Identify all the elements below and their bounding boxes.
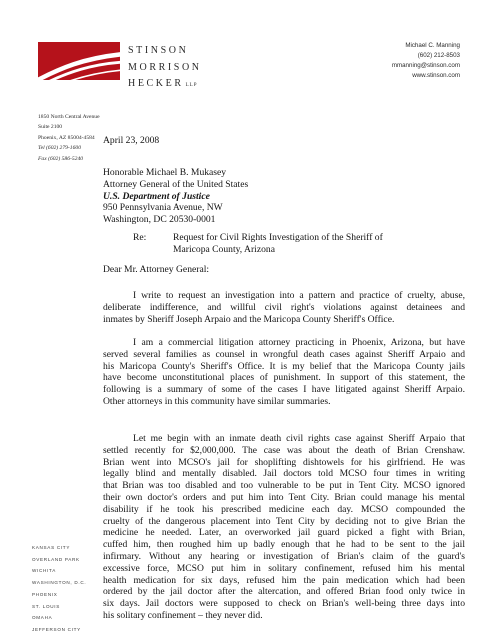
paragraph-line: ordered by the jail doctor after the altercation, and offered Brian food only twice in <box>103 586 465 598</box>
paragraph-line: served several families as counsel in wrongful death cases against Sheriff Arpaio and <box>103 348 465 360</box>
paragraph-line: disability if he took his prescribed medicine each day. MCSO compounded the <box>103 503 465 515</box>
paragraph-line: cuffed him, then roughed him up badly enough that he had to be sent to the jail <box>103 539 465 551</box>
paragraph-line: I write to request an investigation into a pattern and practice of cruelty, abuse, <box>133 290 465 301</box>
attorney-email: mmanning@stinson.com <box>391 62 460 69</box>
office-item: WASHINGTON, D.C. <box>32 580 87 586</box>
firm-name-line-1: STINSON <box>128 45 189 56</box>
subject-line-2: Maricopa County, Arizona <box>173 243 275 255</box>
subject-text <box>173 232 463 256</box>
firm-name-line-3: HECKER LLP <box>128 78 198 89</box>
firm-address <box>38 112 100 164</box>
recipient-title: Attorney General of the United States <box>103 178 249 190</box>
subject-label: Re: <box>133 232 147 243</box>
office-item: ST. LOUIS <box>32 603 60 609</box>
address-city: Phoenix, AZ 85004-4584 <box>38 134 95 141</box>
paragraph-line: six days. Jail doctors were supposed to check on Brian's well-being three days into <box>103 598 465 610</box>
paragraph-line: that Brian was too disabled and too vulnerable to be put in Tent City. MCSO ignored <box>103 480 465 492</box>
recipient-street: 950 Pennsylvania Avenue, NW <box>103 202 223 214</box>
office-item: PHOENIX <box>32 591 58 597</box>
paragraph-line: have become unconstitutional places of punishment. In support of this statement, the <box>103 372 465 384</box>
firm-name-line-2: MORRISON <box>128 62 202 73</box>
recipient-block <box>103 167 465 226</box>
paragraph-1 <box>103 290 465 325</box>
paragraph-line: his solitary confinement – they never did. <box>103 609 263 621</box>
office-item: OVERLAND PARK <box>32 556 80 562</box>
address-fax: Fax (602) 586-5240 <box>38 155 84 162</box>
attorney-contact <box>320 41 460 81</box>
attorney-name: Michael C. Manning <box>405 42 460 49</box>
office-item: OMAHA <box>32 615 53 621</box>
office-item: KANSAS CITY <box>32 545 71 550</box>
paragraph-line: Other attorneys in this community have similar summaries. <box>103 395 331 407</box>
recipient-city: Washington, DC 20530-0001 <box>103 214 216 226</box>
office-item: WICHITA <box>32 568 56 574</box>
paragraph-line: Brian went into MCSO's jail for shoplifting dishtowels for his girlfriend. He was <box>103 456 465 468</box>
office-item: JEFFERSON CITY <box>32 626 81 632</box>
paragraph-2 <box>103 337 465 408</box>
paragraph-line: deliberate indifference, and willful civil right's violations against detainees and <box>103 301 465 313</box>
firm-llp: LLP <box>185 83 198 88</box>
paragraph-line: his Maricopa County's Sheriff's Office. It is my belief that the Maricopa County jails <box>103 360 465 372</box>
paragraph-line: health medication for six days, refused him the pain medication which had been <box>103 574 465 586</box>
firm-website: www.stinson.com <box>412 72 460 79</box>
paragraph-line: legally blind and mentally disabled. Jail doctors told MCSO four times in writing <box>103 468 465 480</box>
subject-line-1: Request for Civil Rights Investigation of the Sheriff of <box>173 232 383 243</box>
address-tel: Tel (602) 279-1600 <box>38 145 81 152</box>
paragraph-line: settled recently for $2,000,000. The case was about the death of Brian Crenshaw. <box>103 444 465 456</box>
recipient-name: Honorable Michael B. Mukasey <box>103 167 227 178</box>
paragraph-line: excessive force, MCSO put him in solitary confinement, refused him his mental <box>103 562 465 574</box>
paragraph-line: medicine he needed. Later, an overworked jail guard picked a fight with Brian, <box>103 527 465 539</box>
firm-logo <box>38 42 120 80</box>
office-locations <box>32 542 86 636</box>
paragraph-line: Let me begin with an inmate death civil rights case against Sheriff Arpaio that <box>133 433 465 444</box>
paragraph-line: infirmary. Without any hearing or investigation of Brian's claim of the guard's <box>103 550 465 562</box>
address-street: 1850 North Central Avenue <box>38 114 100 120</box>
letter-date: April 23, 2008 <box>103 135 160 146</box>
salutation: Dear Mr. Attorney General: <box>103 264 210 275</box>
paragraph-line: cruelty of the dangerous placement into Tent City by deciding not to give Brian the <box>103 515 465 527</box>
paragraph-line: I am a commercial litigation attorney practicing in Phoenix, Arizona, but have <box>133 337 465 348</box>
paragraph-line: inmates by Sheriff Joseph Arpaio and the Maricopa County Sheriff's Office. <box>103 313 395 325</box>
address-suite: Suite 2100 <box>38 124 63 131</box>
paragraph-line: their own doctor's orders and put him into Tent City. Brian could manage his mental <box>103 491 465 503</box>
attorney-phone: (602) 212-8503 <box>417 52 460 59</box>
recipient-department: U.S. Department of Justice <box>103 190 210 202</box>
paragraph-3 <box>103 433 465 622</box>
paragraph-line: following is a summary of some of the cases I have litigated against Sheriff Arpaio. <box>103 384 465 396</box>
